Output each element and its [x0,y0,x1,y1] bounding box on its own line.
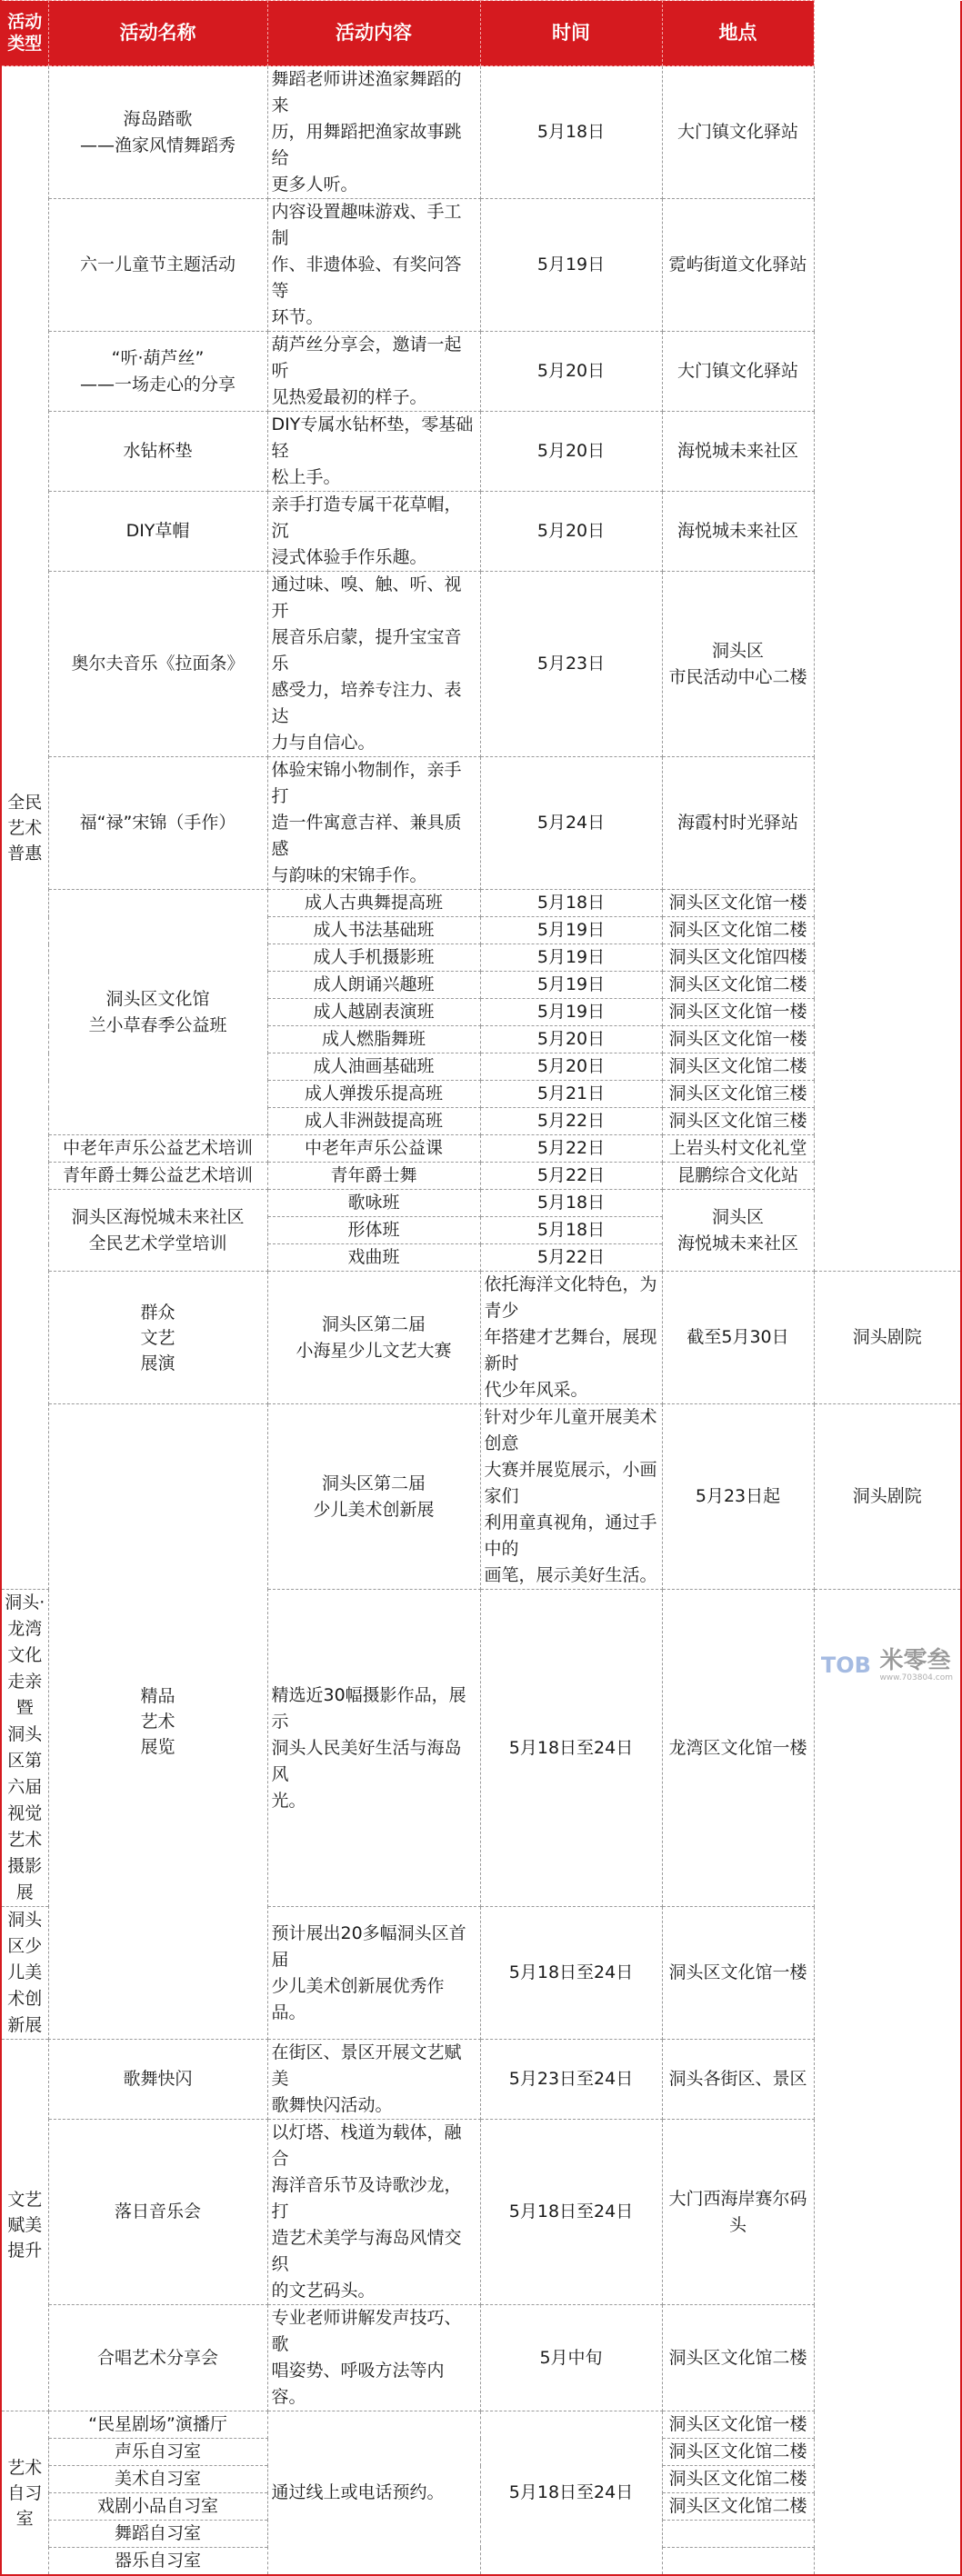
activity-content-cell: 葫芦丝分享会，邀请一起听 见热爱最初的样子。 [267,332,480,412]
activity-name-cell: 海岛踏歌 ——渔家风情舞蹈秀 [48,66,267,199]
activity-time-cell: 5月18日 [480,66,662,199]
activity-content-cell: 依托海洋文化特色，为青少 年搭建才艺舞台，展现新时 代少年风采。 [480,1272,662,1404]
activity-place-cell: 洞头区文化馆四楼 [662,944,814,972]
activity-place-cell: 大门西海岸赛尔码头 [662,2120,814,2305]
activity-time-cell: 5月21日 [480,1081,662,1108]
activity-time-cell: 5月18日至24日 [480,1590,662,1907]
header-activity-name: 活动名称 [48,1,267,66]
activity-place-cell: 海悦城未来社区 [662,412,814,492]
activity-time-cell: 5月22日 [480,1135,662,1163]
watermark [817,1648,953,1682]
activity-time-cell: 5月中旬 [480,2305,662,2411]
activity-name-cell: 青年爵士舞公益艺术培训 [48,1163,267,1190]
activity-time-cell: 5月22日 [480,1108,662,1135]
activity-time-cell: 5月18日 [480,1190,662,1217]
activity-time-cell: 5月23日至24日 [480,2040,662,2120]
activity-type-cell: 精品 艺术 展览 [48,1404,267,2040]
activity-name-cell: 洞头·龙湾文化走亲暨 洞头区第六届视觉艺术摄影展 [1,1590,48,1907]
activity-time-cell: 5月18日 [480,890,662,917]
activity-content-cell: 成人手机摄影班 [267,944,480,972]
activity-content-cell: 专业老师讲解发声技巧、歌 唱姿势、呼吸方法等内容。 [267,2305,480,2411]
activity-name-cell: 六一儿童节主题活动 [48,199,267,332]
table-row [1,199,961,332]
activity-content-cell: 通过线上或电话预约。 [267,2411,480,2576]
table-body [1,66,961,2576]
header-activity-content: 活动内容 [267,1,480,66]
activity-place-cell: 洞头区文化馆二楼 [662,2305,814,2411]
activity-place-cell: 洞头区文化馆三楼 [662,1081,814,1108]
table-row [1,332,961,412]
header-time: 时间 [480,1,662,66]
activity-place-cell: 洞头区文化馆二楼 [662,2466,814,2493]
activity-place-cell: 海悦城未来社区 [662,492,814,572]
activity-place-cell: 洞头区文化馆二楼 [662,2439,814,2466]
activity-place-cell: 大门镇文化驿站 [662,332,814,412]
activity-content-cell: 体验宋锦小物制作，亲手打 造一件寓意吉祥、兼具质感 与韵味的宋锦手作。 [267,757,480,890]
activity-name-cell: 合唱艺术分享会 [48,2305,267,2411]
activity-place-cell: 洞头区文化馆二楼 [662,2493,814,2521]
activity-name-cell: 水钻杯垫 [48,412,267,492]
activity-time-cell: 5月19日 [480,917,662,944]
activity-name-cell: 舞蹈自习室 [48,2521,267,2548]
watermark-name: 米零叁 [879,1648,950,1673]
activity-type-cell: 全民 艺术 普惠 [1,66,48,1590]
table-row [1,66,961,199]
activity-time-cell: 5月19日 [480,999,662,1026]
activity-time-cell: 截至5月30日 [662,1272,814,1404]
activity-place-cell: 洞头各街区、景区 [662,2040,814,2120]
activity-content-cell: 青年爵士舞 [267,1163,480,1190]
activity-content-cell: 精选近30幅摄影作品，展示 洞头人民美好生活与海岛风 光。 [267,1590,480,1907]
activity-content-cell: 亲手打造专属干花草帽，沉 浸式体验手作乐趣。 [267,492,480,572]
activity-content-cell: 成人弹拨乐提高班 [267,1081,480,1108]
activity-name-cell: 声乐自习室 [48,2439,267,2466]
table-row [1,1404,961,1590]
activity-place-cell: 洞头区 海悦城未来社区 [662,1190,814,1272]
activity-place-cell [662,2548,814,2576]
activity-time-cell: 5月19日 [480,944,662,972]
activity-place-cell: 龙湾区文化馆一楼 [662,1590,814,1907]
activity-content-cell: 舞蹈老师讲述渔家舞蹈的来 历，用舞蹈把渔家故事跳给 更多人听。 [267,66,480,199]
table-row [1,572,961,757]
activity-time-cell: 5月23日 [480,572,662,757]
table-row [1,1272,961,1404]
activity-content-cell: 成人非洲鼓提高班 [267,1108,480,1135]
table-row [1,2305,961,2411]
activity-time-cell: 5月20日 [480,332,662,412]
activity-place-cell [662,2521,814,2548]
activity-content-cell: 形体班 [267,1217,480,1244]
header-activity-type: 活动 类型 [1,1,48,66]
table-row [1,757,961,890]
table-row [1,2040,961,2120]
table-row [1,492,961,572]
header-place: 地点 [662,1,814,66]
activity-name-cell: 洞头区文化馆 兰小草春季公益班 [48,890,267,1135]
table-row [1,890,961,917]
watermark-url: www.703804.com [879,1673,953,1682]
activity-place-cell: 洞头区文化馆二楼 [662,1053,814,1081]
activity-content-cell: 成人朗诵兴趣班 [267,972,480,999]
activity-time-cell: 5月22日 [480,1163,662,1190]
activity-place-cell: 洞头区文化馆二楼 [662,972,814,999]
activity-place-cell: 洞头剧院 [814,1272,961,1404]
activity-name-cell: 洞头区第二届 少儿美术创新展 [267,1404,480,1590]
activity-place-cell: 洞头剧院 [814,1404,961,1590]
activity-content-cell: 内容设置趣味游戏、手工制 作、非遗体验、有奖问答等 环节。 [267,199,480,332]
activity-place-cell: 洞头区文化馆一楼 [662,2411,814,2439]
activity-place-cell: 昆鹏综合文化站 [662,1163,814,1190]
activity-name-cell: 落日音乐会 [48,2120,267,2305]
activity-time-cell: 5月19日 [480,972,662,999]
activity-time-cell: 5月18日 [480,1217,662,1244]
table-row [1,412,961,492]
activity-place-cell: 海霞村时光驿站 [662,757,814,890]
activity-place-cell: 大门镇文化驿站 [662,66,814,199]
activity-content-cell: 成人书法基础班 [267,917,480,944]
activity-content-cell: 以灯塔、栈道为载体，融合 海洋音乐节及诗歌沙龙，打 造艺术美学与海岛风情交织 的文艺码头。 [267,2120,480,2305]
activity-place-cell: 洞头区文化馆二楼 [662,917,814,944]
activity-content-cell: 在街区、景区开展文艺赋美 歌舞快闪活动。 [267,2040,480,2120]
activity-name-cell: 洞头区海悦城未来社区 全民艺术学堂培训 [48,1190,267,1272]
table-row [1,1135,961,1163]
activity-name-cell: 美术自习室 [48,2466,267,2493]
activity-name-cell: 洞头区第二届 小海星少儿文艺大赛 [267,1272,480,1404]
table-row [1,2411,961,2439]
activity-time-cell: 5月20日 [480,1053,662,1081]
activity-time-cell: 5月20日 [480,1026,662,1053]
table-row [1,2120,961,2305]
activity-time-cell: 5月22日 [480,1244,662,1272]
header-row [1,1,961,66]
activity-type-cell: 群众 文艺 展演 [48,1272,267,1404]
activity-place-cell: 洞头区文化馆一楼 [662,890,814,917]
activity-content-cell: 成人越剧表演班 [267,999,480,1026]
activity-place-cell: 洞头区文化馆三楼 [662,1108,814,1135]
activity-content-cell: 通过味、嗅、触、听、视开 展音乐启蒙，提升宝宝音乐 感受力，培养专注力、表达 力与自信心。 [267,572,480,757]
activity-time-cell: 5月18日至24日 [480,2120,662,2305]
activity-time-cell: 5月24日 [480,757,662,890]
activity-name-cell: 器乐自习室 [48,2548,267,2576]
activity-name-cell: “民星剧场”演播厅 [48,2411,267,2439]
activity-content-cell: 针对少年儿童开展美术创意 大赛并展览展示，小画家们 利用童真视角，通过手中的 画笔，展示美好生活。 [480,1404,662,1590]
activity-content-cell: 成人油画基础班 [267,1053,480,1081]
activity-place-cell: 霓屿街道文化驿站 [662,199,814,332]
activity-time-cell: 5月19日 [480,199,662,332]
activity-type-cell: 艺术 自习 室 [1,2411,48,2576]
activity-name-cell: 福“禄”宋锦（手作） [48,757,267,890]
watermark-logo-icon: TOB [817,1652,874,1679]
activity-place-cell: 洞头区 市民活动中心二楼 [662,572,814,757]
activity-content-cell: 戏曲班 [267,1244,480,1272]
activity-place-cell: 洞头区文化馆一楼 [662,999,814,1026]
activity-time-cell: 5月20日 [480,412,662,492]
activity-name-cell: 歌舞快闪 [48,2040,267,2120]
activity-name-cell: DIY草帽 [48,492,267,572]
activity-time-cell: 5月18日至24日 [480,2411,662,2576]
table-row [1,1163,961,1190]
activity-time-cell: 5月18日至24日 [480,1907,662,2040]
activity-content-cell: 中老年声乐公益课 [267,1135,480,1163]
activity-content-cell: DIY专属水钻杯垫，零基础轻 松上手。 [267,412,480,492]
activity-place-cell: 洞头区文化馆一楼 [662,1907,814,2040]
activity-content-cell: 成人燃脂舞班 [267,1026,480,1053]
activity-content-cell: 歌咏班 [267,1190,480,1217]
table-row [1,1190,961,1217]
activity-name-cell: 洞头区少儿美术创新展 [1,1907,48,2040]
activity-time-cell: 5月20日 [480,492,662,572]
activity-content-cell: 预计展出20多幅洞头区首届 少儿美术创新展优秀作品。 [267,1907,480,2040]
activity-place-cell: 上岩头村文化礼堂 [662,1135,814,1163]
activity-name-cell: 中老年声乐公益艺术培训 [48,1135,267,1163]
activity-place-cell: 洞头区文化馆一楼 [662,1026,814,1053]
activity-time-cell: 5月23日起 [662,1404,814,1590]
activity-name-cell: 奥尔夫音乐《拉面条》 [48,572,267,757]
activity-content-cell: 成人古典舞提高班 [267,890,480,917]
activity-type-cell: 文艺 赋美 提升 [1,2040,48,2411]
activity-name-cell: 戏剧小品自习室 [48,2493,267,2521]
activity-name-cell: “听·葫芦丝” ——一场走心的分享 [48,332,267,412]
